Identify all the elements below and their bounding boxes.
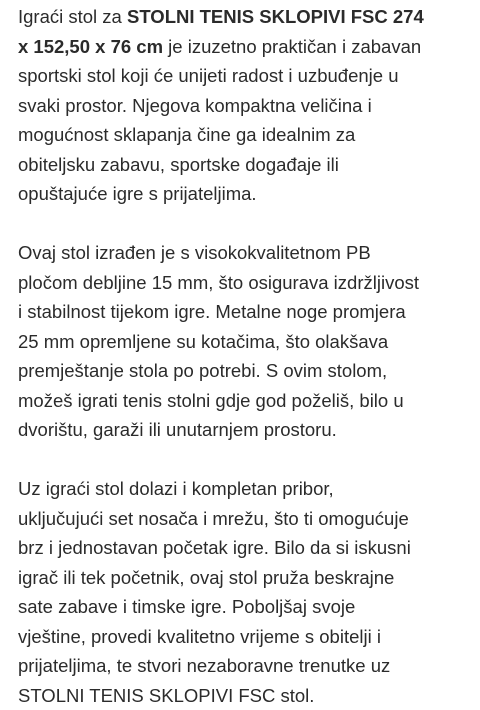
text-line: i stabilnost tijekom igre. Metalne noge promjera <box>18 297 468 327</box>
text-line: premještanje stola po potrebi. S ovim stolom, <box>18 356 468 386</box>
text-line: 25 mm opremljene su kotačima, što olakšava <box>18 327 468 357</box>
text-line: obiteljsku zabavu, sportske događaje ili <box>18 150 468 180</box>
text-line: Ovaj stol izrađen je s visokokvalitetnom PB <box>18 238 468 268</box>
text-line: opuštajuće igre s prijateljima. <box>18 179 468 209</box>
text-line: pločom debljine 15 mm, što osigurava izdržljivost <box>18 268 468 298</box>
text-line: STOLNI TENIS SKLOPIVI FSC stol. <box>18 681 468 710</box>
text-line <box>18 32 468 62</box>
description-paragraph-1 <box>18 2 468 209</box>
text-line: sportski stol koji će unijeti radost i uzbuđenje u <box>18 61 468 91</box>
text-line: igrač ili tek početnik, ovaj stol pruža beskrajne <box>18 563 468 593</box>
text-line: Uz igraći stol dolazi i kompletan pribor, <box>18 474 468 504</box>
product-description <box>18 2 468 710</box>
text-line <box>18 2 468 32</box>
text-line: svaki prostor. Njegova kompaktna veličina i <box>18 91 468 121</box>
text-line: vještine, provedi kvalitetno vrijeme s obitelji i <box>18 622 468 652</box>
text-line: dvorištu, garaži ili unutarnjem prostoru. <box>18 415 468 445</box>
description-paragraph-2 <box>18 238 468 445</box>
text-line: brz i jednostavan početak igre. Bilo da si iskusni <box>18 533 468 563</box>
text-segment: Igraći stol za <box>18 6 127 27</box>
text-line: mogućnost sklapanja čine ga idealnim za <box>18 120 468 150</box>
description-paragraph-3 <box>18 474 468 710</box>
text-line: prijateljima, te stvori nezaboravne trenutke uz <box>18 651 468 681</box>
text-line: možeš igrati tenis stolni gdje god poželiš, bilo u <box>18 386 468 416</box>
product-name-bold: STOLNI TENIS SKLOPIVI FSC 274 <box>127 6 424 27</box>
product-dimensions-bold: x 152,50 x 76 cm <box>18 36 163 57</box>
text-segment: je izuzetno praktičan i zabavan <box>163 36 421 57</box>
text-line: sate zabave i timske igre. Poboljšaj svoje <box>18 592 468 622</box>
text-line: uključujući set nosača i mrežu, što ti omogućuje <box>18 504 468 534</box>
